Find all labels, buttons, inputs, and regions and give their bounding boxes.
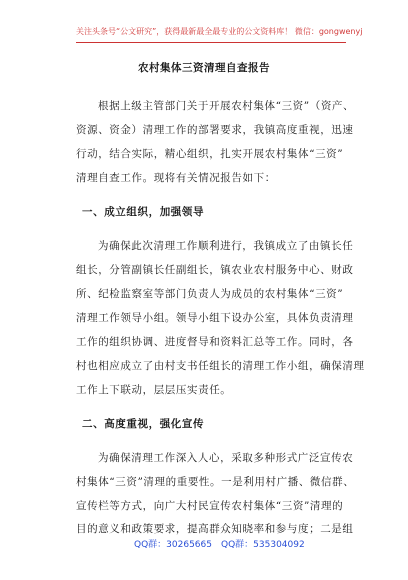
section-1-line: 工作的组织协调、进度督导和资料汇总等工作。同时，各 (76, 336, 354, 348)
intro-line-4: 清理自查工作。现将有关情况报告如下： (76, 172, 276, 184)
document-title: 农村集体三资清理自查报告 (138, 62, 270, 74)
section-1-line: 为确保此次清理工作顺利进行，我镇成立了由镇长任 (98, 240, 354, 252)
page-footer (0, 535, 408, 551)
section-1-line: 村也相应成立了由村支书任组长的清理工作小组，确保清理 (76, 360, 365, 372)
section-1-line: 组长，分管副镇长任副组长，镇农业农村服务中心、财政 (76, 264, 354, 276)
qq-group-2: QQ群：535304092 (221, 540, 305, 550)
section-1-heading: 一、成立组织，加强领导 (82, 206, 205, 218)
section-2-line: 为确保清理工作深入人心，采取多种形式广泛宣传农 (98, 452, 354, 464)
header-text: 关注头条号“公文研究”，获得最新最全最专业的公文资料库！ 微信：gongwenyj (76, 27, 363, 36)
section-2-line: 宣传栏等方式，向广大村民宣传农村集体“三资”清理的 (76, 500, 344, 512)
qq-group-1: QQ群：30265665 (134, 540, 212, 550)
section-2-heading: 二、高度重视，强化宣传 (82, 418, 205, 430)
page-header (76, 22, 363, 43)
section-1-line: 清理工作领导小组。领导小组下设办公室，具体负责清理 (76, 312, 354, 324)
section-1-line: 工作上下联动，层层压实责任。 (76, 384, 232, 396)
section-1-line: 所、纪检监察室等部门负责人为成员的农村集体“三资” (76, 288, 344, 300)
section-2-line: 村集体“三资”清理的重要性。一是利用村广播、微信群、 (76, 476, 355, 488)
intro-line-3: 行动，结合实际，精心组织，扎实开展农村集体“三资” (76, 148, 344, 160)
section-2-line: 目的意义和政策要求，提高群众知晓率和参与度；二是组 (76, 523, 354, 535)
intro-line-2: 资源、资金）清理工作的部署要求，我镇高度重视，迅速 (76, 124, 354, 136)
intro-line-1: 根据上级主管部门关于开展农村集体“三资”（资产、 (98, 100, 355, 112)
